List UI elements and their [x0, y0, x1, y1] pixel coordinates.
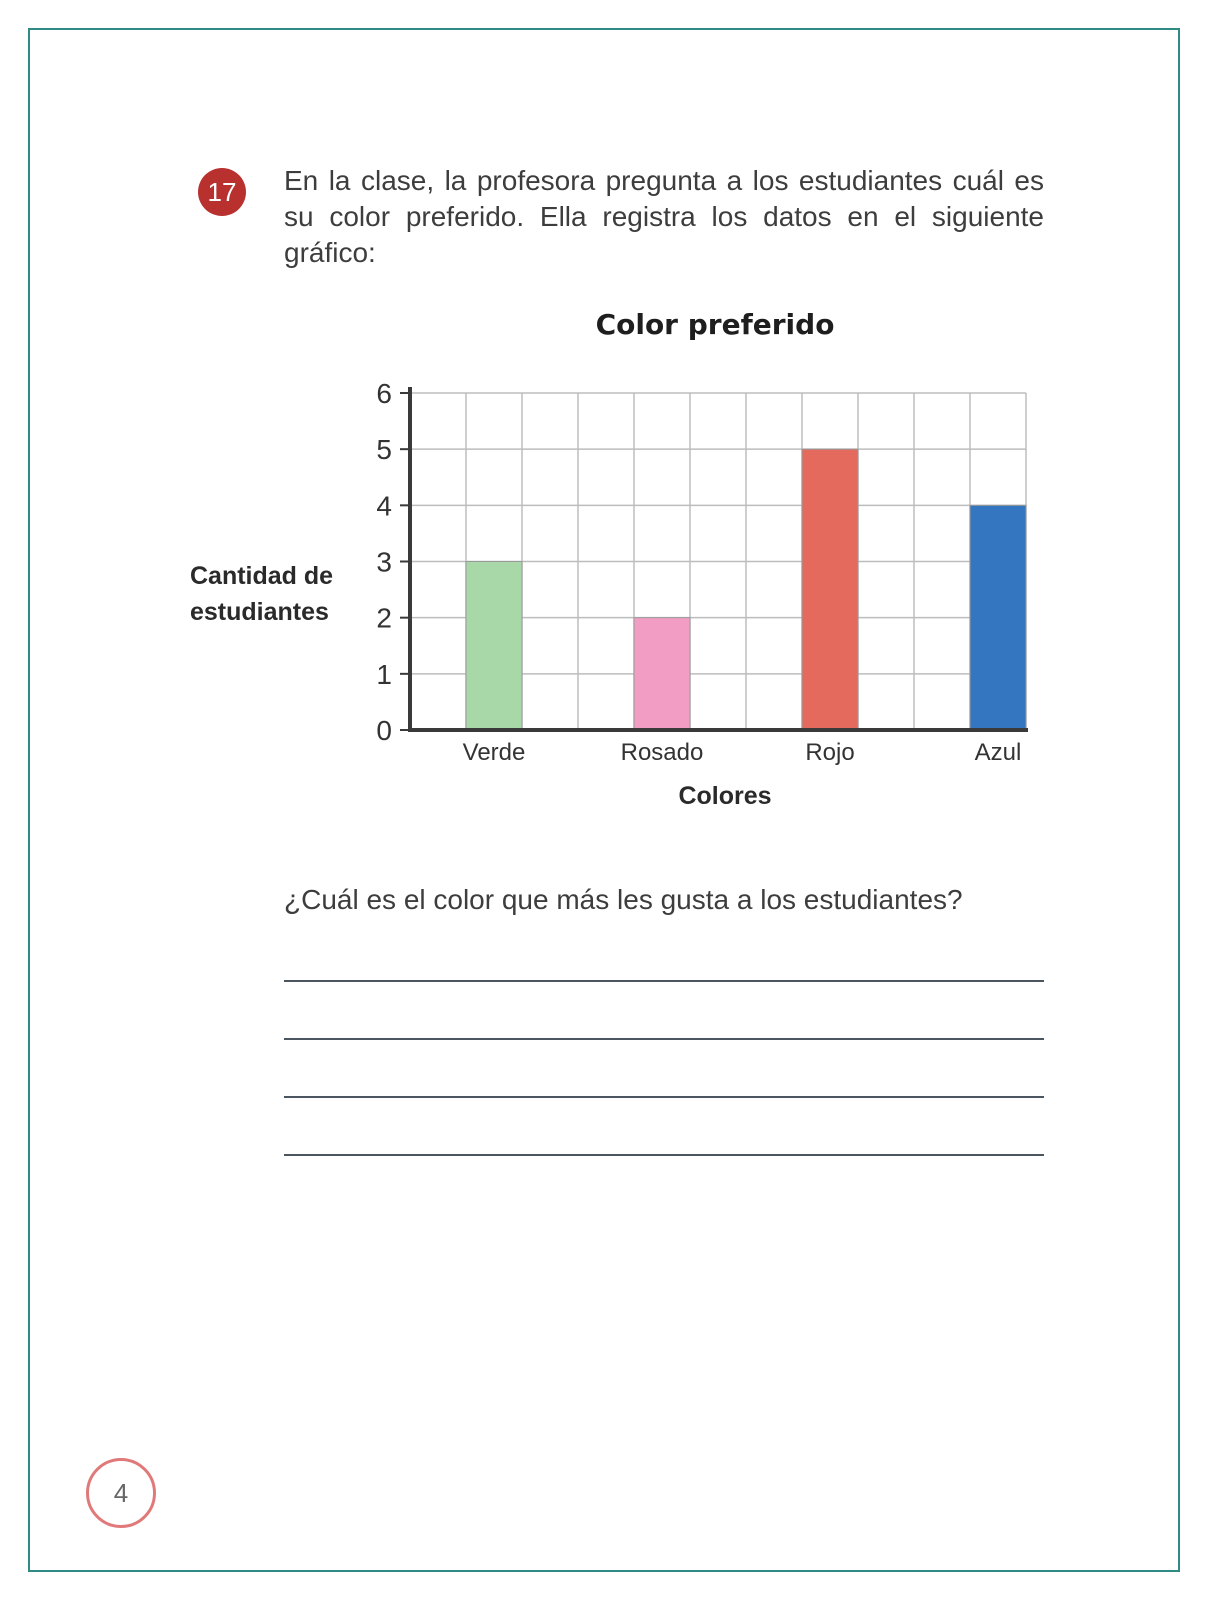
answer-line[interactable] [284, 980, 1044, 982]
x-tick-label: Rojo [805, 739, 855, 766]
x-tick-label: Azul [974, 739, 1022, 766]
question-number: 17 [207, 176, 237, 207]
answer-line[interactable] [284, 1038, 1044, 1040]
x-tick-label: Verde [462, 739, 526, 766]
x-tick-label: Rosado [620, 739, 704, 766]
bar-rojo [802, 449, 858, 730]
y-tick-label: 2 [376, 602, 392, 634]
answer-line[interactable] [284, 1096, 1044, 1098]
bar-azul [970, 505, 1026, 730]
bar-verde [466, 562, 522, 731]
page-number: 4 [113, 1477, 129, 1508]
x-axis-label: Colores [678, 782, 772, 810]
question-text: En la clase, la profesora pregunta a los estudiantes cuál es su color preferido. Ella registra los datos en el siguiente gráfico: [284, 165, 1044, 268]
y-tick-label: 4 [376, 490, 392, 522]
y-tick-label: 6 [376, 378, 392, 409]
page-number-badge [86, 1458, 156, 1528]
answer-line[interactable] [284, 1154, 1044, 1156]
y-tick-label: 3 [376, 546, 392, 578]
bar-rosado [634, 618, 690, 730]
answer-prompt: ¿Cuál es el color que más les gusta a los estudiantes? [284, 884, 963, 915]
chart-title: Color preferido [595, 308, 835, 341]
y-tick-label: 1 [376, 658, 392, 690]
y-tick-label: 5 [376, 434, 392, 466]
y-axis-label: Cantidad de estudiantes [190, 562, 334, 626]
y-tick-label: 0 [376, 715, 392, 746]
